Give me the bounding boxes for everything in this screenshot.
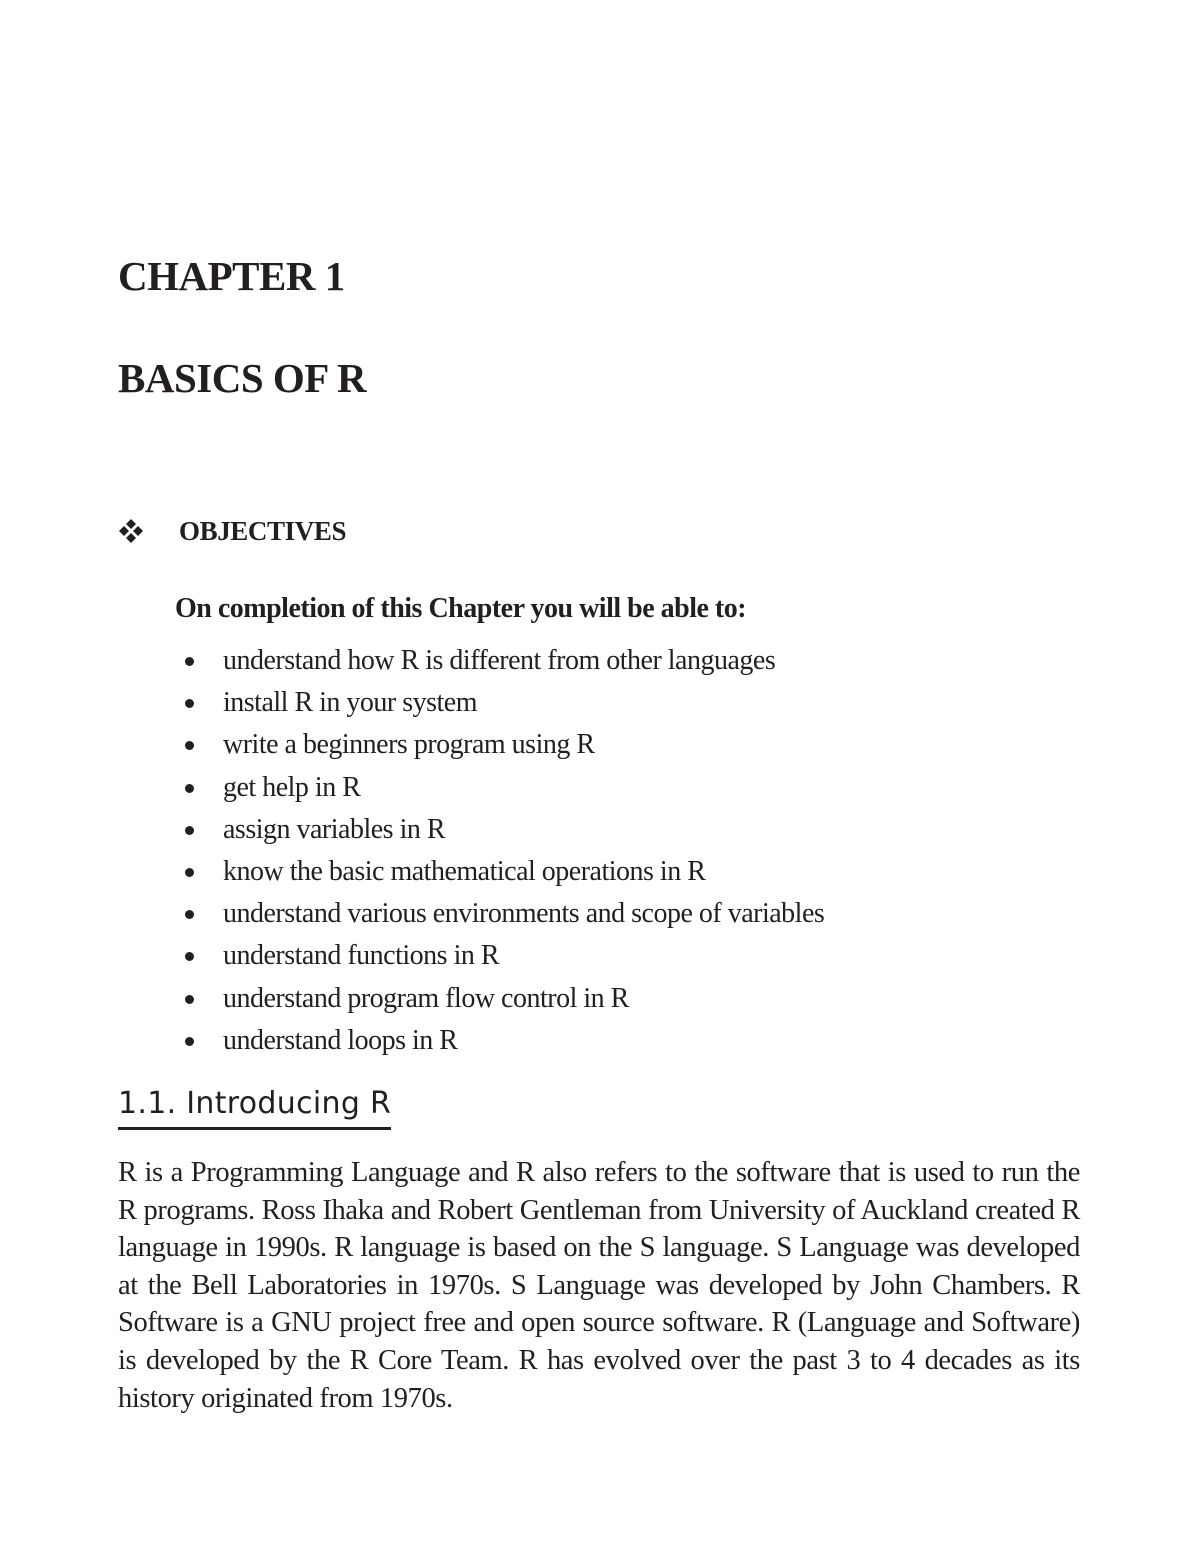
list-item-text: get help in R [223,771,361,803]
list-item [175,725,824,767]
list-item [175,936,824,978]
objectives-heading: OBJECTIVES [179,515,347,546]
bullet-icon [185,826,194,835]
list-item [175,1021,824,1063]
list-item [175,894,824,936]
objectives-intro: On completion of this Chapter you will be able to: [175,593,747,624]
bullet-icon [185,657,194,666]
objectives-heading-row [118,512,346,550]
objectives-list [175,641,824,1063]
bullet-icon [185,784,194,793]
list-item-text: understand functions in R [223,940,500,972]
list-item [175,852,824,894]
list-item-text: understand how R is different from other languages [223,645,776,676]
bullet-icon [185,699,194,708]
list-item [175,768,824,810]
list-item [175,641,824,683]
list-item-text: understand various environments and scope of variables [223,898,825,930]
chapter-label: CHAPTER 1 [118,253,345,299]
list-item-text: assign variables in R [223,813,446,845]
bullet-icon [185,1037,194,1046]
list-item-text: write a beginners program using R [223,729,595,761]
bullet-icon [185,952,194,961]
section-paragraph: R is a Programming Language and R also refers to the software that is used to run the R programs. Ross Ihaka and Robert Gentleman from University of Auckland created R language in 1990s. R language is based on the S language. S Language was developed at the Bell Laboratories in 1970s. S Language was developed by John Chambers. R Software is a GNU project free and open source software. R (Language and Software) is developed by the R Core Team. R has evolved over the past 3 to 4 decades as its history originated from 1970s. [118,1157,1080,1414]
bullet-icon [185,868,194,877]
list-item-text: understand program flow control in R [223,982,629,1014]
list-item [175,810,824,852]
section-heading: 1.1. Introducing R [118,1083,391,1130]
bullet-icon [185,910,194,919]
list-item-text: install R in your system [223,687,477,719]
chapter-title: BASICS OF R [118,355,367,401]
list-item [175,979,824,1021]
bullet-icon [185,995,194,1004]
list-item-text: know the basic mathematical operations in R [223,855,706,887]
list-item-text: understand loops in R [223,1024,458,1056]
list-item [175,683,824,725]
four-diamond-icon [118,518,144,544]
bullet-icon [185,741,194,750]
